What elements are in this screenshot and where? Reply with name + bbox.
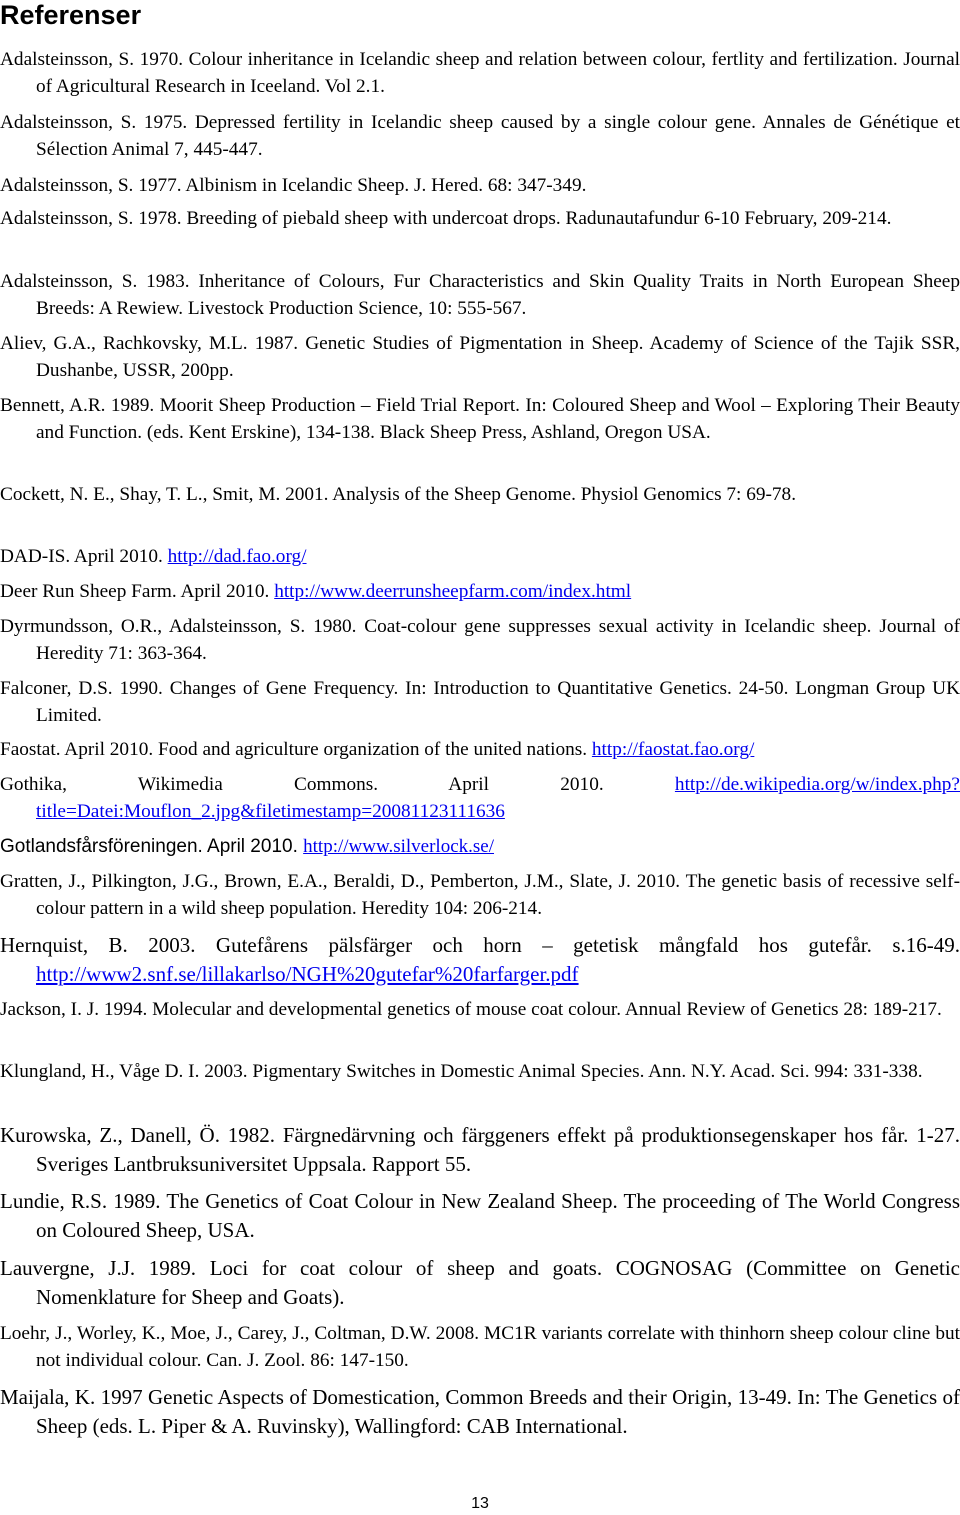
reference-text: Klungland, H., Våge D. I. 2003. Pigmentary Switches in Domestic Animal Species. Ann. N.Y. Acad. Sci. 994: 331-338. xyxy=(0,1061,923,1082)
reference-link[interactable]: http://faostat.fao.org/ xyxy=(591,739,755,760)
reference-item xyxy=(0,1187,960,1245)
reference-item xyxy=(0,869,960,922)
reference-item xyxy=(0,110,960,163)
reference-item xyxy=(0,579,960,606)
reference-text: Maijala, K. 1997 Genetic Aspects of Domestication, Common Breeds and their Origin, 13-49. In: The Genetics of Sheep (eds. L. Piper & A. Ruvinsky), Wallingford: CAB International. xyxy=(0,1385,960,1438)
reference-text: Gothika, Wikimedia Commons. April 2010. xyxy=(0,774,675,795)
reference-item xyxy=(0,269,960,322)
reference-item xyxy=(0,206,960,233)
page-number: 13 xyxy=(471,1495,489,1512)
reference-link[interactable]: http://www.deerrunsheepfarm.com/index.html xyxy=(274,581,632,602)
reference-text: Adalsteinsson, S. 1975. Depressed fertility in Icelandic sheep caused by a single colour gene. Annales de Génétique et Sélection Animal 7, 445-447. xyxy=(0,112,960,160)
reference-text: Adalsteinsson, S. 1978. Breeding of piebald sheep with undercoat drops. Radunautafundur 6-10 February, 209-214. xyxy=(0,208,892,229)
reference-text: Hernquist, B. 2003. Gutefårens pälsfärger och horn – getetisk mångfald hos gutefår. s.16-49. xyxy=(0,933,960,957)
reference-item xyxy=(0,676,960,729)
reference-text: Jackson, I. J. 1994. Molecular and developmental genetics of mouse coat colour. Annual Review of Genetics 28: 189-217. xyxy=(0,999,942,1020)
reference-item xyxy=(0,1321,960,1374)
reference-text: Bennett, A.R. 1989. Moorit Sheep Production – Field Trial Report. In: Coloured Sheep and Wool – Exploring Their Beauty and Function. (eds. Kent Erskine), 134-138. Black Sheep Press, Ashland, Oregon USA. xyxy=(0,395,960,443)
reference-link[interactable]: http://www2.snf.se/lillakarlso/NGH%20gutefar%20farfarger.pdf xyxy=(36,962,579,986)
reference-item xyxy=(0,931,960,989)
reference-text: Gratten, J., Pilkington, J.G., Brown, E.A., Beraldi, D., Pemberton, J.M., Slate, J. 2010. The genetic basis of recessive self-colour pattern in a wild sheep population. Heredity 104: 206-214. xyxy=(0,871,960,919)
reference-link[interactable]: http://de.wikipedia.org/w/index.php?title=Datei:Mouflon_2.jpg&filetimestamp=20081123111636 xyxy=(36,774,960,822)
reference-text: Dyrmundsson, O.R., Adalsteinsson, S. 1980. Coat-colour gene suppresses sexual activity in Icelandic sheep. Journal of Heredity 71: 363-364. xyxy=(0,616,960,664)
reference-text: Gotlandsfårsföreningen. April 2010. xyxy=(0,836,304,857)
reference-item xyxy=(0,772,960,825)
reference-item xyxy=(0,1121,960,1179)
reference-text: Adalsteinsson, S. 1983. Inheritance of Colours, Fur Characteristics and Skin Quality Traits in North European Sheep Breeds: A Rewiew. Livestock Production Science, 10: 555-567. xyxy=(0,271,960,319)
reference-item xyxy=(0,834,960,861)
reference-item xyxy=(0,737,960,764)
reference-item xyxy=(0,1254,960,1312)
reference-text: Deer Run Sheep Farm. April 2010. xyxy=(0,581,275,602)
reference-text: Falconer, D.S. 1990. Changes of Gene Frequency. In: Introduction to Quantitative Genetics. 24-50. Longman Group UK Limited. xyxy=(0,678,960,726)
reference-text: Kurowska, Z., Danell, Ö. 1982. Färgnedärvning och färggeners effekt på produktionsegenskaper hos får. 1-27. Sveriges Lantbruksuniversitet Uppsala. Rapport 55. xyxy=(0,1123,960,1176)
reference-text: DAD-IS. April 2010. xyxy=(0,546,168,567)
reference-item xyxy=(0,544,960,571)
page-heading: Referenser xyxy=(0,0,142,30)
reference-item xyxy=(0,173,960,200)
reference-text: Adalsteinsson, S. 1970. Colour inheritance in Icelandic sheep and relation between colour, fertlity and fertilization. Journal of Agricultural Research in Iceeland. Vol 2.1. xyxy=(0,49,960,97)
reference-text: Adalsteinsson, S. 1977. Albinism in Icelandic Sheep. J. Hered. 68: 347-349. xyxy=(0,175,587,196)
reference-text: Loehr, J., Worley, K., Moe, J., Carey, J., Coltman, D.W. 2008. MC1R variants correlate with thinhorn sheep colour cline but not individual colour. Can. J. Zool. 86: 147-150. xyxy=(0,1323,960,1371)
reference-link[interactable]: http://dad.fao.org/ xyxy=(167,546,307,567)
reference-item xyxy=(0,482,960,509)
reference-text: Lauvergne, J.J. 1989. Loci for coat colour of sheep and goats. COGNOSAG (Committee on Genetic Nomenklature for Sheep and Goats). xyxy=(0,1256,960,1309)
reference-text: Cockett, N. E., Shay, T. L., Smit, M. 2001. Analysis of the Sheep Genome. Physiol Genomics 7: 69-78. xyxy=(0,484,797,505)
reference-item xyxy=(0,1059,960,1086)
reference-text: Aliev, G.A., Rachkovsky, M.L. 1987. Genetic Studies of Pigmentation in Sheep. Academy of Science of the Tajik SSR, Dushanbe, USSR, 200pp. xyxy=(0,333,960,381)
reference-item xyxy=(0,331,960,384)
reference-item xyxy=(0,47,960,100)
reference-item xyxy=(0,393,960,446)
reference-item xyxy=(0,614,960,667)
reference-link[interactable]: http://www.silverlock.se/ xyxy=(303,836,494,857)
reference-text: Lundie, R.S. 1989. The Genetics of Coat Colour in New Zealand Sheep. The proceeding of The World Congress on Coloured Sheep, USA. xyxy=(0,1189,960,1242)
reference-item xyxy=(0,1383,960,1441)
reference-item xyxy=(0,997,960,1024)
reference-text: Faostat. April 2010. Food and agriculture organization of the united nations. xyxy=(0,739,592,760)
